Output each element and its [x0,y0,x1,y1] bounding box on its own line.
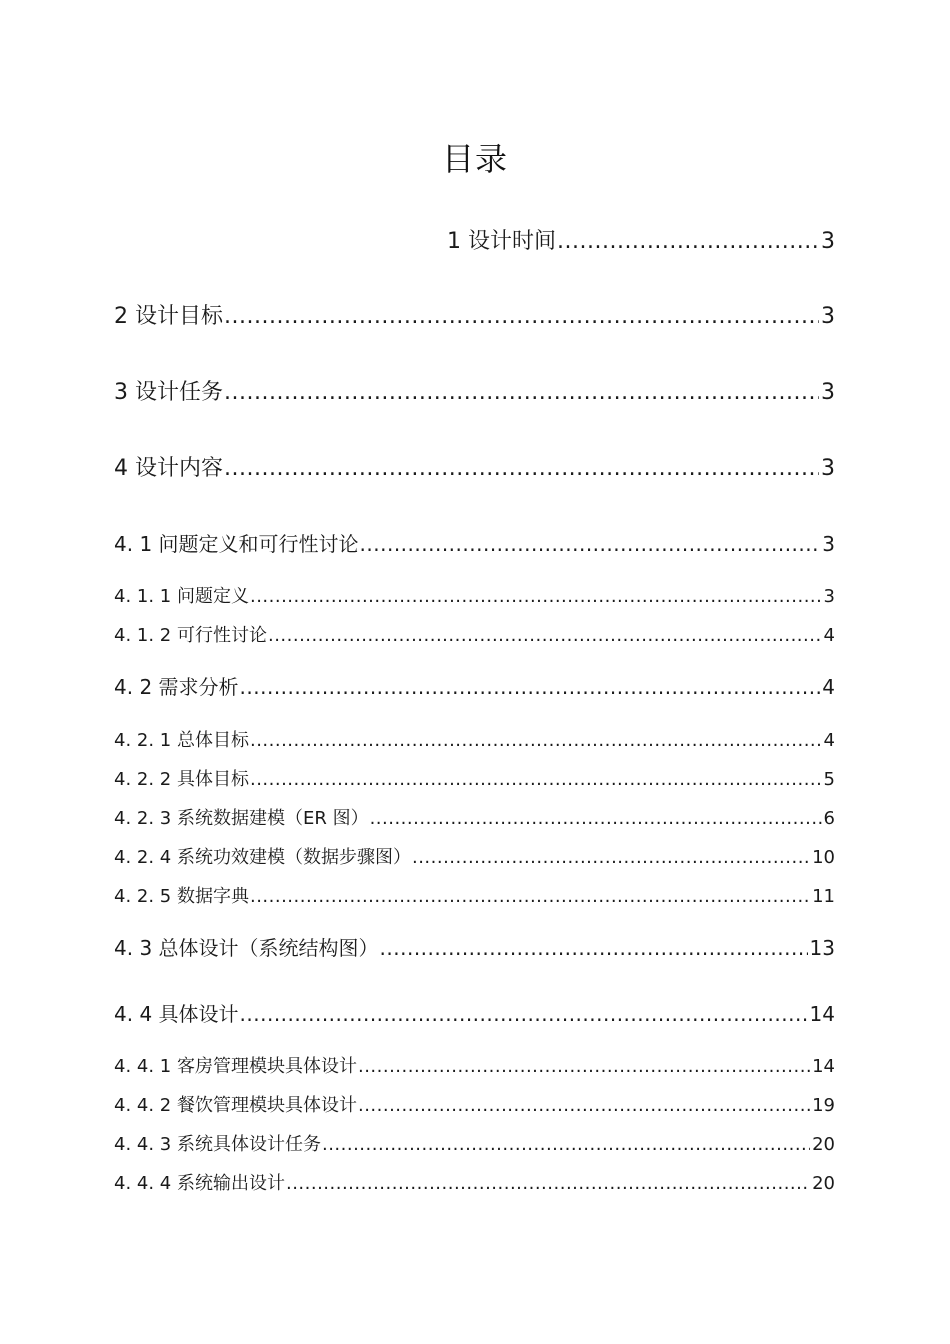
toc-entry-page: 3 [822,532,835,556]
toc-entry-label: 4. 1. 2 可行性讨论 [114,625,267,646]
toc-entry-label: 4. 4. 3 系统具体设计任务 [114,1134,321,1155]
toc-entry-page: 3 [821,456,835,481]
toc-entry-label: 4. 1 问题定义和可行性讨论 [114,532,359,556]
toc-leader [358,1056,810,1077]
toc-entry[interactable] [114,1130,835,1156]
toc-entry-label: 4. 2. 1 总体目标 [114,730,249,751]
toc-entry-page: 19 [812,1095,835,1116]
toc-entry[interactable] [114,582,835,608]
toc-entry[interactable] [114,1091,835,1117]
toc-entry-label: 1 设计时间 [447,229,556,254]
toc-leader [250,769,822,790]
toc-leader [224,304,819,329]
toc-leader [322,1134,810,1155]
toc-entry-label: 4. 4. 4 系统输出设计 [114,1173,285,1194]
toc-leader [358,1095,810,1116]
toc-entry-label: 2 设计目标 [114,304,223,329]
toc-leader [380,936,808,960]
toc-entry-label: 3 设计任务 [114,380,223,405]
toc-leader [360,532,821,556]
toc-entry[interactable] [114,621,835,647]
toc-entry-label: 4. 4 具体设计 [114,1002,239,1026]
toc-leader [268,625,822,646]
toc-leader [250,586,822,607]
toc-entry-label: 4. 4. 2 餐饮管理模块具体设计 [114,1095,357,1116]
toc-leader [224,380,819,405]
toc-leader [412,847,810,868]
toc-entry-page: 4 [823,625,835,646]
toc-entry-page: 10 [812,847,835,868]
toc-entry-page: 14 [812,1056,835,1077]
toc-entry-label: 4. 2. 2 具体目标 [114,769,249,790]
toc-leader [240,675,821,699]
toc-entry-label: 4. 3 总体设计（系统结构图） [114,936,379,960]
toc-leader [286,1173,810,1194]
toc-entry-page: 4 [822,675,835,699]
toc-entry-page: 4 [823,730,835,751]
toc-entry[interactable] [114,451,835,482]
toc-entry[interactable] [114,375,835,406]
toc-entry[interactable] [114,1169,835,1195]
toc-entry[interactable] [114,998,835,1027]
toc-entry[interactable] [114,528,835,557]
toc-entry-page: 20 [812,1173,835,1194]
toc-entry[interactable] [114,804,835,830]
toc-entry-page: 3 [823,586,835,607]
toc-entry[interactable] [114,843,835,869]
toc-entry[interactable] [114,932,835,961]
toc-leader [240,1002,808,1026]
toc-entry-page: 14 [809,1002,835,1026]
toc-entry-label: 4. 2. 3 系统数据建模（ER 图） [114,808,369,829]
toc-entry-page: 13 [809,936,835,960]
toc-entry-page: 20 [812,1134,835,1155]
toc-leader [250,730,822,751]
toc-leader [370,808,822,829]
toc-entry-label: 4. 2. 5 数据字典 [114,886,249,907]
toc-entry-page: 3 [821,304,835,329]
toc-entry[interactable] [114,671,835,700]
toc-title: 目录 [441,140,508,178]
toc-entry-label: 4. 4. 1 客房管理模块具体设计 [114,1056,357,1077]
toc-leader [250,886,810,907]
toc-entry-page: 6 [823,808,835,829]
toc-entry[interactable] [447,224,835,255]
toc-entry-page: 5 [823,769,835,790]
toc-entry[interactable] [114,882,835,908]
toc-leader [557,229,819,254]
toc-entry[interactable] [114,726,835,752]
toc-entry-label: 4. 2 需求分析 [114,675,239,699]
toc-entry-label: 4. 2. 4 系统功效建模（数据步骤图） [114,847,411,868]
toc-entry-label: 4 设计内容 [114,456,223,481]
toc-entry-page: 3 [821,380,835,405]
toc-entry[interactable] [114,1052,835,1078]
toc-entry-page: 3 [821,229,835,254]
toc-entry[interactable] [114,299,835,330]
toc-entry[interactable] [114,765,835,791]
toc-entry-page: 11 [812,886,835,907]
toc-leader [224,456,819,481]
toc-entry-label: 4. 1. 1 问题定义 [114,586,249,607]
